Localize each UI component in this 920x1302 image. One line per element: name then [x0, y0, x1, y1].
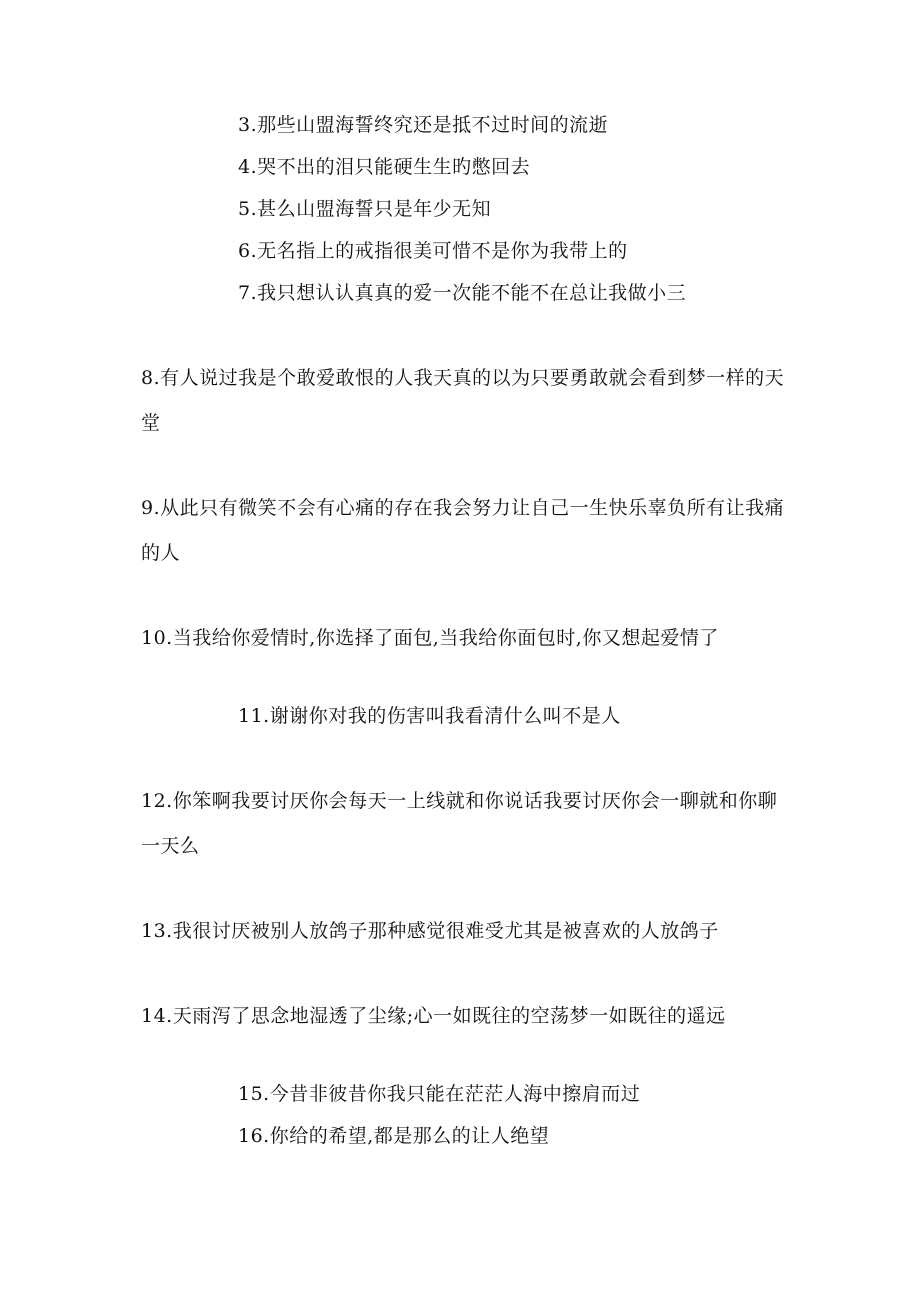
list-item-4: 4.哭不出的泪只能硬生生旳憋回去: [238, 156, 531, 178]
list-item-8: 8.有人说过我是个敢爱敢恨的人我天真的以为只要勇敢就会看到梦一样的天堂: [141, 367, 785, 434]
list-item-7: 7.我只想认认真真的爱一次能不能不在总让我做小三: [238, 282, 687, 304]
list-item-13: 13.我很讨厌被别人放鸽子那种感觉很难受尤其是被喜欢的人放鸽子: [141, 920, 719, 942]
list-item-15: 15.今昔非彼昔你我只能在茫茫人海中擦肩而过: [238, 1083, 641, 1105]
list-item-16: 16.你给的希望,都是那么的让人绝望: [238, 1125, 550, 1147]
list-item-10: 10.当我给你爱情时,你选择了面包,当我给你面包时,你又想起爱情了: [141, 627, 719, 649]
list-item-14: 14.天雨泻了思念地湿透了尘缘;心一如既往的空荡梦一如既往的遥远: [141, 1005, 726, 1027]
list-item-9: 9.从此只有微笑不会有心痛的存在我会努力让自己一生快乐辜负所有让我痛的人: [141, 497, 785, 564]
list-item-11: 11.谢谢你对我的伤害叫我看清什么叫不是人: [238, 705, 621, 727]
list-item-6: 6.无名指上的戒指很美可惜不是你为我带上的: [238, 240, 628, 262]
list-item-12: 12.你笨啊我要讨厌你会每天一上线就和你说话我要讨厌你会一聊就和你聊一天么: [141, 790, 778, 857]
list-item-5: 5.甚么山盟海誓只是年少无知: [238, 198, 492, 220]
list-item-3: 3.那些山盟海誓终究还是抵不过时间的流逝: [238, 114, 609, 136]
